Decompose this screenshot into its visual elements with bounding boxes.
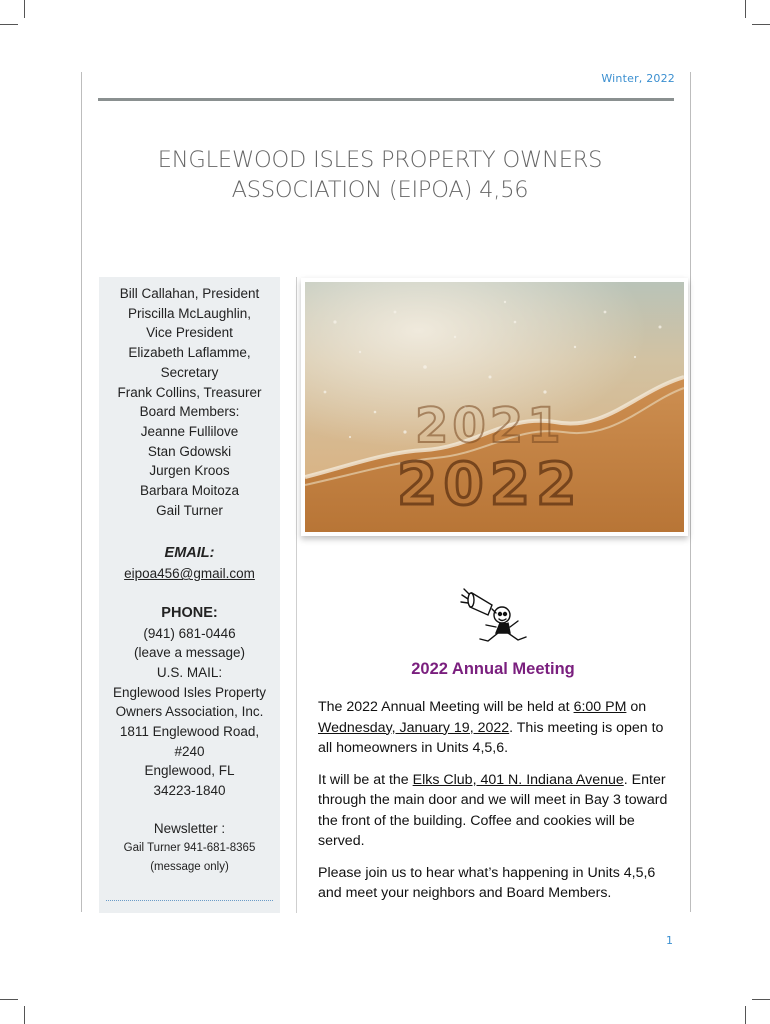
officer-line: Board Members: — [139, 404, 240, 420]
beach-2022-image — [305, 282, 684, 532]
officer-line: Bill Callahan, President — [119, 286, 260, 301]
crop-mark — [745, 1006, 746, 1024]
address-line: Englewood Isles Property — [112, 684, 267, 700]
column-divider — [296, 277, 297, 913]
phone-note: (leave a message) — [133, 645, 246, 661]
officers-list — [99, 284, 280, 520]
newsletter-heading: Newsletter : — [153, 820, 226, 836]
text-span: on — [626, 699, 647, 715]
header-rule — [98, 98, 674, 101]
officer-line: Barbara Moitoza — [139, 483, 240, 499]
officer-line: Jeanne Fullilove — [140, 423, 239, 439]
crop-mark — [752, 999, 770, 1000]
photo-old-year: 2021 — [415, 398, 565, 454]
text-span: It will be at the — [318, 771, 413, 788]
text-span: The 2022 Annual Meeting will be held at — [318, 699, 574, 715]
meeting-paragraph-2 — [318, 770, 678, 852]
photo-new-year: 2022 — [397, 450, 583, 518]
text-span: . This meeting is open to all homeowners in Units 4,5,6. — [318, 719, 664, 756]
meeting-location: Elks Club, 401 N. Indiana Avenue — [412, 771, 624, 788]
address-line: 34223-1840 — [153, 783, 226, 799]
address-line: Owners Association, Inc. — [115, 704, 264, 720]
crop-mark — [0, 999, 18, 1000]
sidebar-contacts — [99, 277, 280, 913]
email-link[interactable]: eipoa456@gmail.com — [124, 566, 255, 582]
officer-line: Secretary — [160, 364, 219, 380]
title-line-1: ENGLEWOOD ISLES PROPERTY OWNERS — [157, 147, 603, 173]
page-border-left — [81, 72, 82, 912]
mail-heading: U.S. MAIL: — [156, 664, 223, 680]
newsletter-note: (message only) — [150, 860, 229, 873]
phone-number: (941) 681-0446 — [143, 625, 236, 641]
crop-mark — [24, 0, 25, 18]
officer-line: Elizabeth Laflamme, — [128, 345, 251, 361]
meeting-date: Wednesday, January 19, 2022 — [318, 719, 510, 736]
officer-line: Frank Collins, Treasurer — [117, 384, 262, 400]
newsletter-title — [98, 145, 662, 205]
newsletter-contact: Gail Turner 941-681-8365 — [123, 841, 256, 854]
meeting-paragraph-3: Please join us to hear what’s happening in Units 4,5,6 and meet your neighbors and Board Members. — [318, 864, 656, 901]
address-line: Englewood, FL — [144, 763, 235, 779]
dotted-divider — [106, 900, 273, 901]
page-border-right — [690, 72, 691, 912]
title-line-2: ASSOCIATION (EIPOA) 4,56 — [231, 177, 529, 203]
phone-heading: PHONE: — [161, 604, 218, 621]
crop-mark — [24, 1006, 25, 1024]
beach-photo — [301, 278, 688, 536]
issue-season: Winter, 2022 — [601, 72, 675, 85]
officer-line: Priscilla McLaughlin, — [127, 305, 252, 321]
address-line: 1811 Englewood Road, — [119, 724, 260, 740]
crop-mark — [752, 24, 770, 25]
text-span: . Enter through the main door and we will meet in Bay 3 toward the front of the building. Coffee and cookies will be served. — [318, 771, 668, 849]
address-line: #240 — [174, 743, 205, 759]
meeting-details — [318, 697, 678, 915]
email-heading: EMAIL: — [164, 545, 215, 562]
officer-line: Vice President — [146, 325, 233, 341]
officer-line: Gail Turner — [156, 502, 223, 518]
crop-mark — [0, 24, 18, 25]
megaphone-mascot-icon — [458, 585, 534, 647]
officer-line: Jurgen Kroos — [149, 463, 230, 479]
meeting-time: 6:00 PM — [573, 699, 627, 715]
page-number: 1 — [666, 934, 673, 947]
meeting-paragraph-1 — [318, 697, 678, 759]
officer-line: Stan Gdowski — [147, 443, 232, 459]
meeting-heading: 2022 Annual Meeting — [411, 660, 575, 678]
crop-mark — [745, 0, 746, 18]
